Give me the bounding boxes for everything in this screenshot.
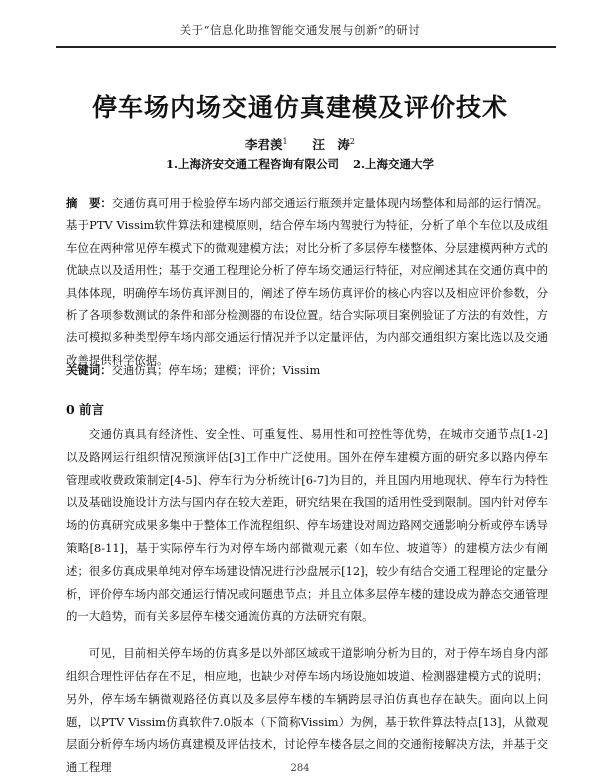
keywords-label: 关键词： [66,363,112,377]
abstract-text: 交通仿真可用于检验停车场内部交通运行瓶颈并定量体现内场整体和局部的运行情况。基于PTV Vissim软件算法和建模原则，结合停车场内驾驶行为特征，分析了单个车位以及成组车位在两种常见停车模式下的微观建模方法；对比分析了多层停车楼整体、分层建模两种方式的优缺点以及适用性；基于交通工程理论分析了停车场交通运行特征，对应阐述其在交通仿真中的具体体现，明确停车场仿真评测目的，阐述了停车场仿真评价的核心内容以及相应评价参数，分析了各项参数测试的条件和部分检测器的布设位置。结合实际项目案例验证了方法的有效性，方法可模拟多种类型停车场内部交通运行情况并予以定量评估，为内部交通组织方案比选以及交通改善提供科学依据。 [66,196,548,367]
section-heading: 0 前言 [66,402,105,417]
paragraph: 交通仿真具有经济性、安全性、可重复性、易用性和可控性等优势，在城市交通节点[1-2]以及路网运行组织情况预演评估[3]工作中广泛使用。国外在停车建模方面的研究多以路内停车管理或收费政策制定[4-5]、停车行为分析统计[6-7]为目的，并且国内用地现状、停车行为特性以及基础设施设计方法与国内存在较大差距，研究结果在我国的适用性受到限制。国内针对停车场的仿真研究成果多集中于整体工作流程组织、停车场建设对周边路网交通影响分析或停车诱导策略[8-11]，基于实际停车行为对停车场内部微观元素（如车位、坡道等）的建模方法少有阐述；很多仿真成果单纯对停车场建设情况进行沙盘展示[12]，较少有结合交通工程理论的定量分析，评价停车场内部交通运行情况或问题患节点；并且立体多层停车楼的建设成为静态交通管理的一大趋势，而有关多层停车楼交通流仿真的方法研究有限。 [66,427,548,624]
author-affiliation-mark: 2 [349,136,355,146]
affiliation-list [0,156,600,172]
author-name: 汪 涛 [312,137,350,152]
author-affiliation-mark: 1 [282,136,288,146]
abstract-label: 摘 要： [66,196,112,210]
paper-title: 停车场内场交通仿真建模及评价技术 [91,93,508,122]
abstract [66,192,548,371]
author-name: 李君羡 [245,137,283,152]
body-text [66,423,548,779]
author-list [0,135,600,153]
header-rule [56,46,556,48]
keywords-text: 交通仿真；停车场；建模；评价；Vissim [111,363,321,377]
paragraph: 可见，目前相关停车场的仿真多是以外部区域或干道影响分析为目的，对于停车场自身内部组织合理性评估存在不足，相应地，也缺少对停车场内场设施如坡道、检测器建模方式的说明；另外，停车场车辆微观路径仿真以及多层停车楼的车辆跨层寻泊仿真也存在缺失。面向以上问题，以PTV Vissim仿真软件7.0版本（下简称Vissim）为例，基于软件算法特点[13]，从微观层面分析停车场内场仿真建模及评估技术，讨论停车楼各层之间的交通衔接解决方法，并基于交通工程理 [66,646,548,775]
keywords [66,359,548,381]
affiliation: 2.上海交通大学 [353,157,435,171]
affiliation: 1.上海济安交通工程咨询有限公司 [165,157,339,171]
running-header: 关于“信息化助推智能交通发展与创新”的研讨 [179,23,421,37]
page-number: 284 [290,763,310,774]
